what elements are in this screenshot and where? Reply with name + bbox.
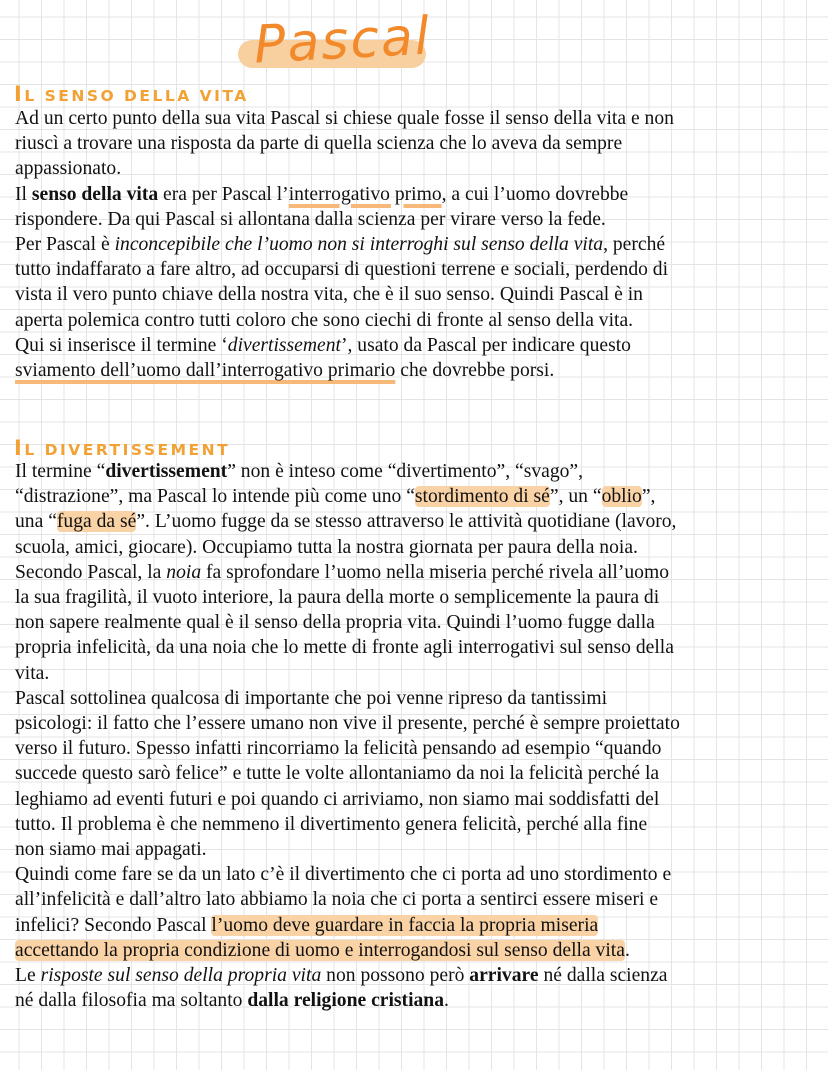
page-title — [238, 6, 433, 76]
section-heading-senso-della-vita: IL SENSO DELLA VITA — [14, 82, 249, 106]
paragraph-3: Per Pascal è inconcepibile che l’uomo non si interroghi sul senso della vita, perché tutto indaffarato a fare altro, ad occuparsi di questioni terrene e sociali, perdendo di vista il vero punto chiave della nostra vita, che è il suo senso. Quindi Pascal è in aperta polemica contro tutti coloro che sono ciechi di fronte al senso della vita. — [15, 234, 669, 331]
section-body-senso-della-vita — [15, 106, 828, 383]
highlighted-text: l’uomo deve guardare in faccia la propria miseria — [211, 914, 599, 936]
underlined-text: sviamento dell’uomo dall’interrogativo primario — [15, 360, 396, 382]
italic-text: risposte sul senso della propria vita — [40, 965, 322, 987]
highlighted-text: fuga da sé — [56, 511, 137, 533]
highlighted-text: accettando la propria condizione di uomo e interrogandosi sul senso della vita — [15, 939, 625, 961]
bold-text: divertissement — [105, 461, 228, 482]
italic-text: inconcepibile che l’uomo non si interroghi sul senso della vita — [114, 234, 604, 256]
underlined-text: interrogativo primo — [288, 183, 442, 205]
italic-text: noia — [166, 561, 202, 583]
highlighted-text: oblio — [601, 486, 642, 508]
bold-text: dalla religione cristiana — [247, 990, 444, 1012]
paragraph-6: Pascal sottolinea qualcosa di importante che poi venne ripreso da tantissimi psicologi: il fatto che l’essere umano non vive il presente, perché è sempre proiettato verso il futuro. Spesso infatti rincorriamo la felicità pensando ad esempio “quando succede questo sarò felice” e tutte le volte allontaniamo da noi la felicità perché la leghiamo ad eventi futuri e poi quando ci arriviamo, non siamo mai soddisfatti del tutto. Il problema è che nemmeno il divertimento genera felicità, perché alla fine non siamo mai appagati. — [15, 687, 680, 861]
section-heading-divertissement: IL DIVERTISSEMENT — [14, 436, 231, 460]
paragraph-7: Quindi come fare se da un lato c’è il divertimento che ci porta ad uno stordimento e all’infelicità e dall’altro lato abbiamo la noia che ci porta a sentirci essere miseri e infelici? Secondo Pascal l’uomo deve guardare in faccia la propria miseria accettando la propria condizione di uomo e interrogandosi sul senso della vita. Le risposte sul senso della propria vita non possono però arrivare né dalla scienza né dalla filosofia ma soltanto dalla religione cristiana. — [15, 864, 672, 1012]
section-body-divertissement — [15, 459, 828, 1013]
paragraph-1: Ad un certo punto della sua vita Pascal si chiese quale fosse il senso della vita e non riuscì a trovare una risposta da parte di quella scienza che lo aveva da sempre appassionato. — [15, 108, 674, 180]
bold-text: arrivare — [469, 965, 539, 987]
italic-text: divertissement — [227, 334, 341, 356]
bold-text: senso della vita — [31, 183, 159, 205]
paragraph-2: Il senso della vita era per Pascal l’interrogativo primo, a cui l’uomo dovrebbe rispondere. Da qui Pascal si allontana dalla scienza per virare verso la fede. — [15, 183, 629, 230]
highlighted-text: stordimento di sé — [414, 486, 550, 508]
paragraph-4: Qui si inserisce il termine ‘divertissement’, usato da Pascal per indicare questo sviamento dell’uomo dall’interrogativo primario che dovrebbe porsi. — [15, 334, 631, 382]
title-text: Pascal — [252, 6, 433, 76]
paragraph-5: Il termine “divertissement” non è inteso come “divertimento”, “svago”, “distrazione”, ma Pascal lo intende più come uno “stordimento di sé”, un “oblio”, una “fuga da sé”. L’uomo fugge da se stesso attraverso le attività quotidiane (lavoro, scuola, amici, giocare). Occupiamo tutta la nostra giornata per paura della noia. Secondo Pascal, la noia fa sprofondare l’uomo nella miseria perché rivela all’uomo la sua fragilità, il vuoto interiore, la paura della morte o semplicemente la paura di non sapere realmente qual è il senso della propria vita. Quindi l’uomo fugge dalla propria infelicità, da una noia che lo mette di fronte agli interrogativi sul senso della vita. — [15, 461, 677, 684]
